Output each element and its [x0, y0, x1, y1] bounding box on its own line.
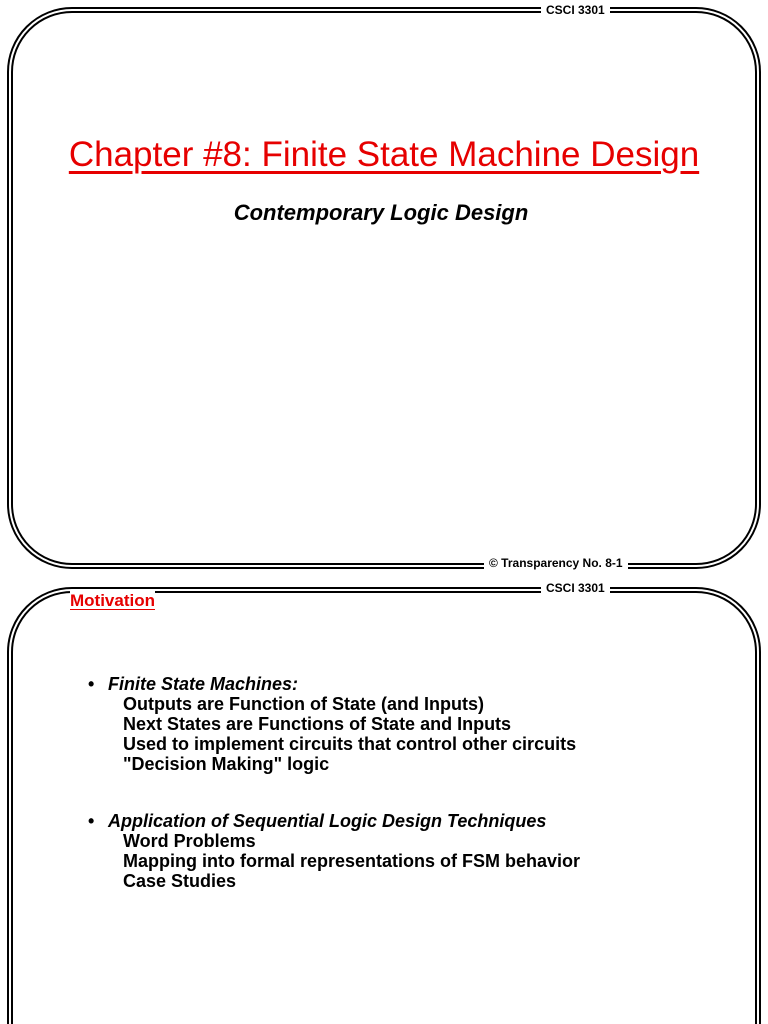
slide-1-outer-border — [8, 8, 760, 568]
bullet-item — [88, 674, 748, 774]
transparency-number: © Transparency No. 8-1 — [484, 556, 628, 570]
chapter-title: Chapter #8: Finite State Machine Design — [68, 135, 700, 174]
sub-item: Next States are Functions of State and Inputs — [123, 714, 512, 734]
bullet-list-sequential-logic — [88, 811, 748, 891]
slide-subtitle: Contemporary Logic Design — [233, 200, 529, 225]
sub-item: Word Problems — [123, 831, 256, 851]
sub-item: Case Studies — [123, 871, 237, 891]
bullet-marker: • — [88, 674, 95, 694]
slide-2-outer-border — [8, 588, 760, 1024]
bullet-heading: Application of Sequential Logic Design Techniques — [108, 811, 547, 831]
course-tag: CSCI 3301 — [541, 581, 610, 595]
bullet-heading: Finite State Machines: — [108, 674, 299, 694]
sub-item: "Decision Making" logic — [123, 754, 330, 774]
course-tag: CSCI 3301 — [541, 3, 610, 17]
sub-item: Mapping into formal representations of FSM behavior — [123, 851, 581, 871]
slide-1-inner-border — [12, 12, 756, 564]
slide-2-inner-border — [12, 592, 756, 1024]
bullet-item — [88, 811, 748, 891]
sub-item: Outputs are Function of State (and Inputs) — [123, 694, 484, 714]
section-heading: Motivation — [70, 591, 155, 610]
bullet-list-finite-state-machines — [88, 674, 748, 774]
bullet-marker: • — [88, 811, 95, 831]
sub-item: Used to implement circuits that control other circuits — [123, 734, 577, 754]
